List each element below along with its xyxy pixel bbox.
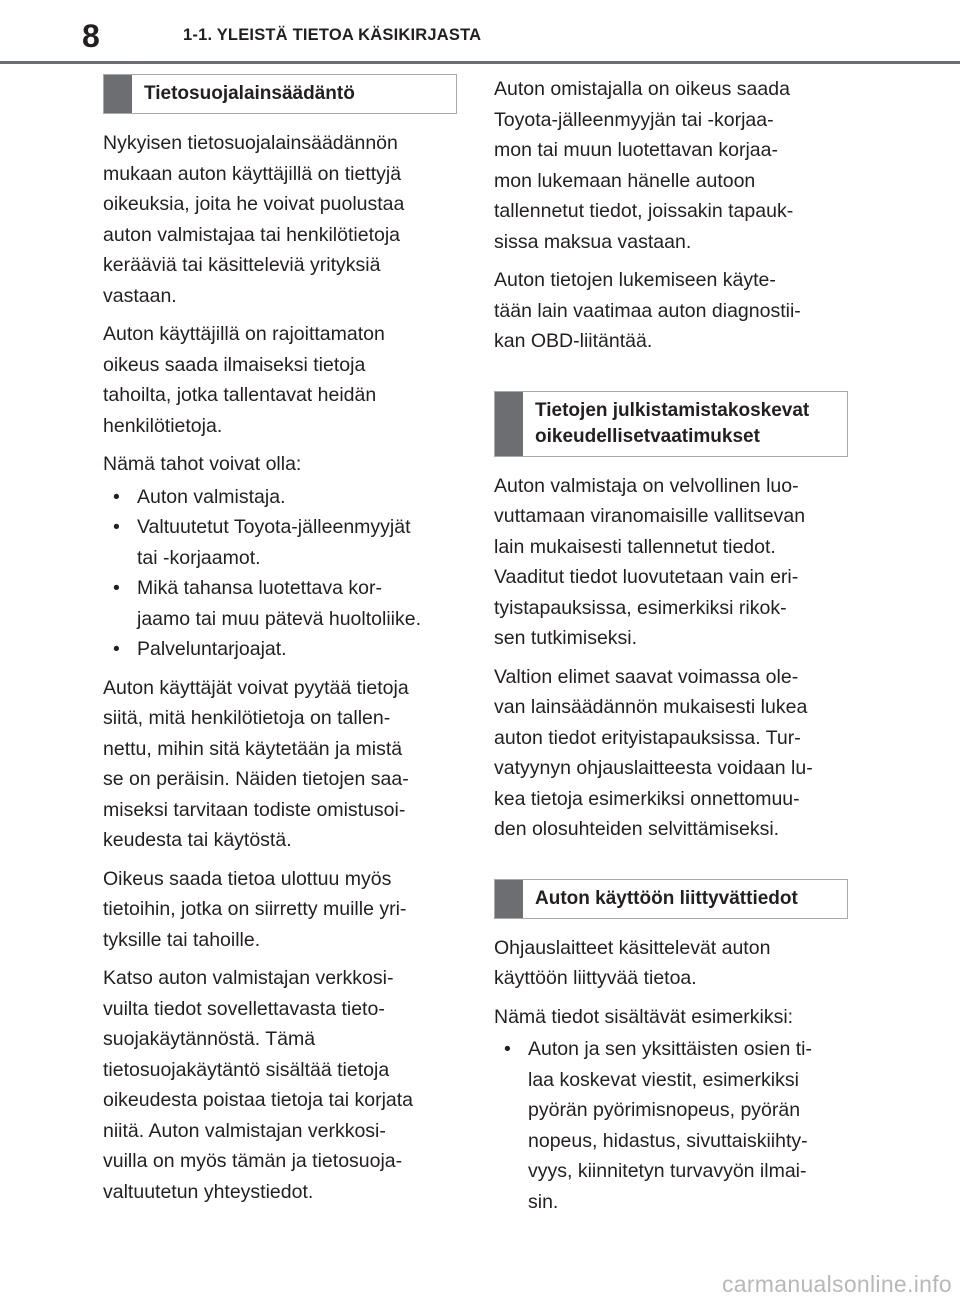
text-line: auton tiedot erityistapauksissa. Tur- — [494, 726, 801, 749]
bullet-icon: • — [113, 485, 120, 508]
text-line: oikeudesta poistaa tietoja tai korjata — [103, 1089, 414, 1111]
text-line: auton valmistajaa tai henkilötietoja — [103, 223, 401, 246]
text-line: kan OBD-liitäntää. — [494, 330, 653, 352]
list-item-text: Auton valmistaja. — [137, 485, 286, 508]
bullet-icon: • — [113, 577, 120, 599]
paragraph — [494, 471, 854, 654]
header-rule — [0, 61, 960, 64]
list-item — [103, 634, 463, 665]
text-line: Tietojen julkistamista — [535, 399, 728, 421]
bullet-list — [103, 482, 463, 665]
spacer — [494, 365, 854, 391]
text-line: kea tietoja esimerkiksi onnettomuu- — [494, 787, 800, 810]
section-bar — [104, 75, 132, 113]
text-line: vaatimukset — [650, 425, 760, 447]
paragraph — [494, 1002, 854, 1033]
left-column — [103, 74, 463, 1215]
text-line: suojakäytännöstä. Tämä — [103, 1028, 316, 1050]
text-line: den olosuhteiden selvittämiseksi. — [494, 818, 780, 840]
page-number: 8 — [82, 18, 100, 54]
list-item-text: laa koskevat viestit, esimerkiksi — [528, 1068, 799, 1091]
bullet-icon: • — [504, 1038, 511, 1060]
section-heading-disclosure — [494, 391, 848, 457]
section-title — [535, 886, 837, 912]
text-line: miseksi tarvitaan todiste omistusoi- — [103, 798, 406, 821]
paragraph — [103, 319, 463, 441]
text-line: Auton käyttäjät voivat pyytää tietoja — [103, 676, 409, 699]
paragraph — [494, 265, 854, 357]
text-line: Nämä tahot voivat olla: — [103, 453, 302, 475]
list-item-text: Valtuutetut Toyota-jälleenmyyjät — [137, 516, 411, 538]
text-line: Oikeus saada tietoa ulottuu myös — [103, 867, 392, 890]
text-line: tiedot — [746, 887, 798, 909]
list-item-text: vyys, kiinnitetyn turvavyön ilmai- — [528, 1160, 807, 1182]
paragraph — [494, 74, 854, 257]
list-item — [494, 1034, 854, 1217]
text-line: lain mukaisesti tallennetut tiedot. — [494, 535, 776, 558]
paragraph — [494, 933, 854, 994]
text-line: vuilla on myös tämän ja tietosuoja- — [103, 1150, 403, 1172]
text-line: se on peräisin. Näiden tietojen saa- — [103, 768, 409, 790]
list-item-text: Palveluntarjoajat. — [137, 638, 287, 660]
text-line: tään lain vaatimaa auton diagnostii- — [494, 299, 801, 322]
text-line: valtuutetun yhteystiedot. — [103, 1180, 314, 1203]
text-line: mon tai muun luotettavan korjaa- — [494, 139, 778, 161]
paragraph — [103, 128, 463, 311]
text-line: Vaaditut tiedot luovutetaan vain eri- — [494, 566, 799, 588]
bullet-icon: • — [113, 516, 120, 538]
text-line: Ohjauslaitteet käsittelevät auton — [494, 936, 771, 959]
text-line: koskevat oikeudelliset — [535, 399, 810, 447]
list-item-text: nopeus, hidastus, sivuttaiskiihty- — [528, 1129, 808, 1152]
list-item — [103, 573, 463, 634]
text-line: Auton valmistaja on velvollinen luo- — [494, 474, 799, 497]
section-title: Tietosuojalainsäädäntö — [144, 83, 355, 104]
text-line: Nykyisen tietosuojalainsäädännön — [103, 132, 398, 154]
chapter-title: 1-1. YLEISTÄ TIETOA KÄSIKIRJASTA — [183, 26, 482, 44]
section-heading-privacy-law — [103, 74, 457, 114]
text-line: Nämä tiedot sisältävät esimerkiksi: — [494, 1005, 794, 1028]
paragraph — [103, 864, 463, 956]
right-column — [494, 74, 854, 1225]
text-line: Auton omistajalla on oikeus saada — [494, 78, 790, 100]
list-item-text: sin. — [528, 1190, 559, 1213]
text-line: vatyynyn ohjauslaitteesta voidaan lu- — [494, 757, 813, 779]
paragraph — [103, 963, 463, 1207]
bullet-list — [494, 1034, 854, 1217]
text-line: niitä. Auton valmistajan verkkosi- — [103, 1119, 386, 1142]
text-line: tyistapauksissa, esimerkiksi rikok- — [494, 596, 787, 619]
section-bar — [495, 392, 523, 456]
bullet-icon: • — [113, 638, 120, 660]
text-line: Auton käyttöön liittyvät — [535, 887, 747, 909]
text-line: nettu, mihin sitä käytetään ja mistä — [103, 737, 403, 760]
text-line: käyttöön liittyvää tietoa. — [494, 967, 697, 989]
list-item-text: tai -korjaamot. — [137, 546, 261, 569]
list-item — [103, 482, 463, 513]
text-line: sen tutkimiseksi. — [494, 627, 638, 649]
watermark: carmanualsonline.info — [721, 1271, 952, 1297]
text-line: tietoihin, jotka on siirretty muille yri- — [103, 898, 407, 920]
text-line: Valtion elimet saavat voimassa ole- — [494, 665, 799, 688]
text-line: van lainsäädännön mukaisesti lukea — [494, 696, 808, 718]
text-line: Toyota-jälleenmyyjän tai -korjaa- — [494, 108, 774, 131]
paragraph — [103, 673, 463, 856]
list-item-text: Mikä tahansa luotettava kor- — [137, 577, 382, 599]
text-line: Auton tietojen lukemiseen käyte- — [494, 269, 776, 291]
text-line: oikeus saada ilmaiseksi tietoja — [103, 353, 366, 376]
section-heading-usage-data — [494, 879, 848, 919]
list-item-text: jaamo tai muu pätevä huoltoliike. — [137, 607, 421, 630]
text-line: mon lukemaan hänelle autoon — [494, 169, 756, 192]
text-line: tallennetut tiedot, joissakin tapauk- — [494, 200, 794, 222]
paragraph — [103, 449, 463, 480]
text-line: kerääviä tai käsitteleviä yrityksiä — [103, 254, 381, 276]
text-line: keudesta tai käytöstä. — [103, 829, 292, 851]
spacer — [494, 853, 854, 879]
text-line: vuilta tiedot sovellettavasta tieto- — [103, 997, 385, 1020]
text-line: mukaan auton käyttäjillä on tiettyjä — [103, 162, 402, 185]
text-line: tyksille tai tahoille. — [103, 928, 261, 951]
text-line: tietosuojakäytäntö sisältää tietoja — [103, 1058, 390, 1081]
text-line: sissa maksua vastaan. — [494, 230, 692, 253]
list-item-text: Auton ja sen yksittäisten osien ti- — [528, 1038, 812, 1060]
text-line: vuttamaan viranomaisille vallitsevan — [494, 505, 806, 527]
section-title — [535, 398, 837, 450]
section-bar — [495, 880, 523, 918]
text-line: oikeuksia, joita he voivat puolustaa — [103, 193, 405, 215]
paragraph — [494, 662, 854, 845]
text-line: Katso auton valmistajan verkkosi- — [103, 967, 394, 989]
page-header — [0, 0, 960, 64]
list-item-text: pyörän pyörimisnopeus, pyörän — [528, 1099, 801, 1121]
text-line: henkilötietoja. — [103, 414, 223, 437]
text-line: vastaan. — [103, 284, 177, 307]
list-item — [103, 512, 463, 573]
text-line: siitä, mitä henkilötietoja on tallen- — [103, 707, 391, 729]
text-line: Auton käyttäjillä on rajoittamaton — [103, 323, 385, 345]
text-line: tahoilta, jotka tallentavat heidän — [103, 384, 377, 406]
